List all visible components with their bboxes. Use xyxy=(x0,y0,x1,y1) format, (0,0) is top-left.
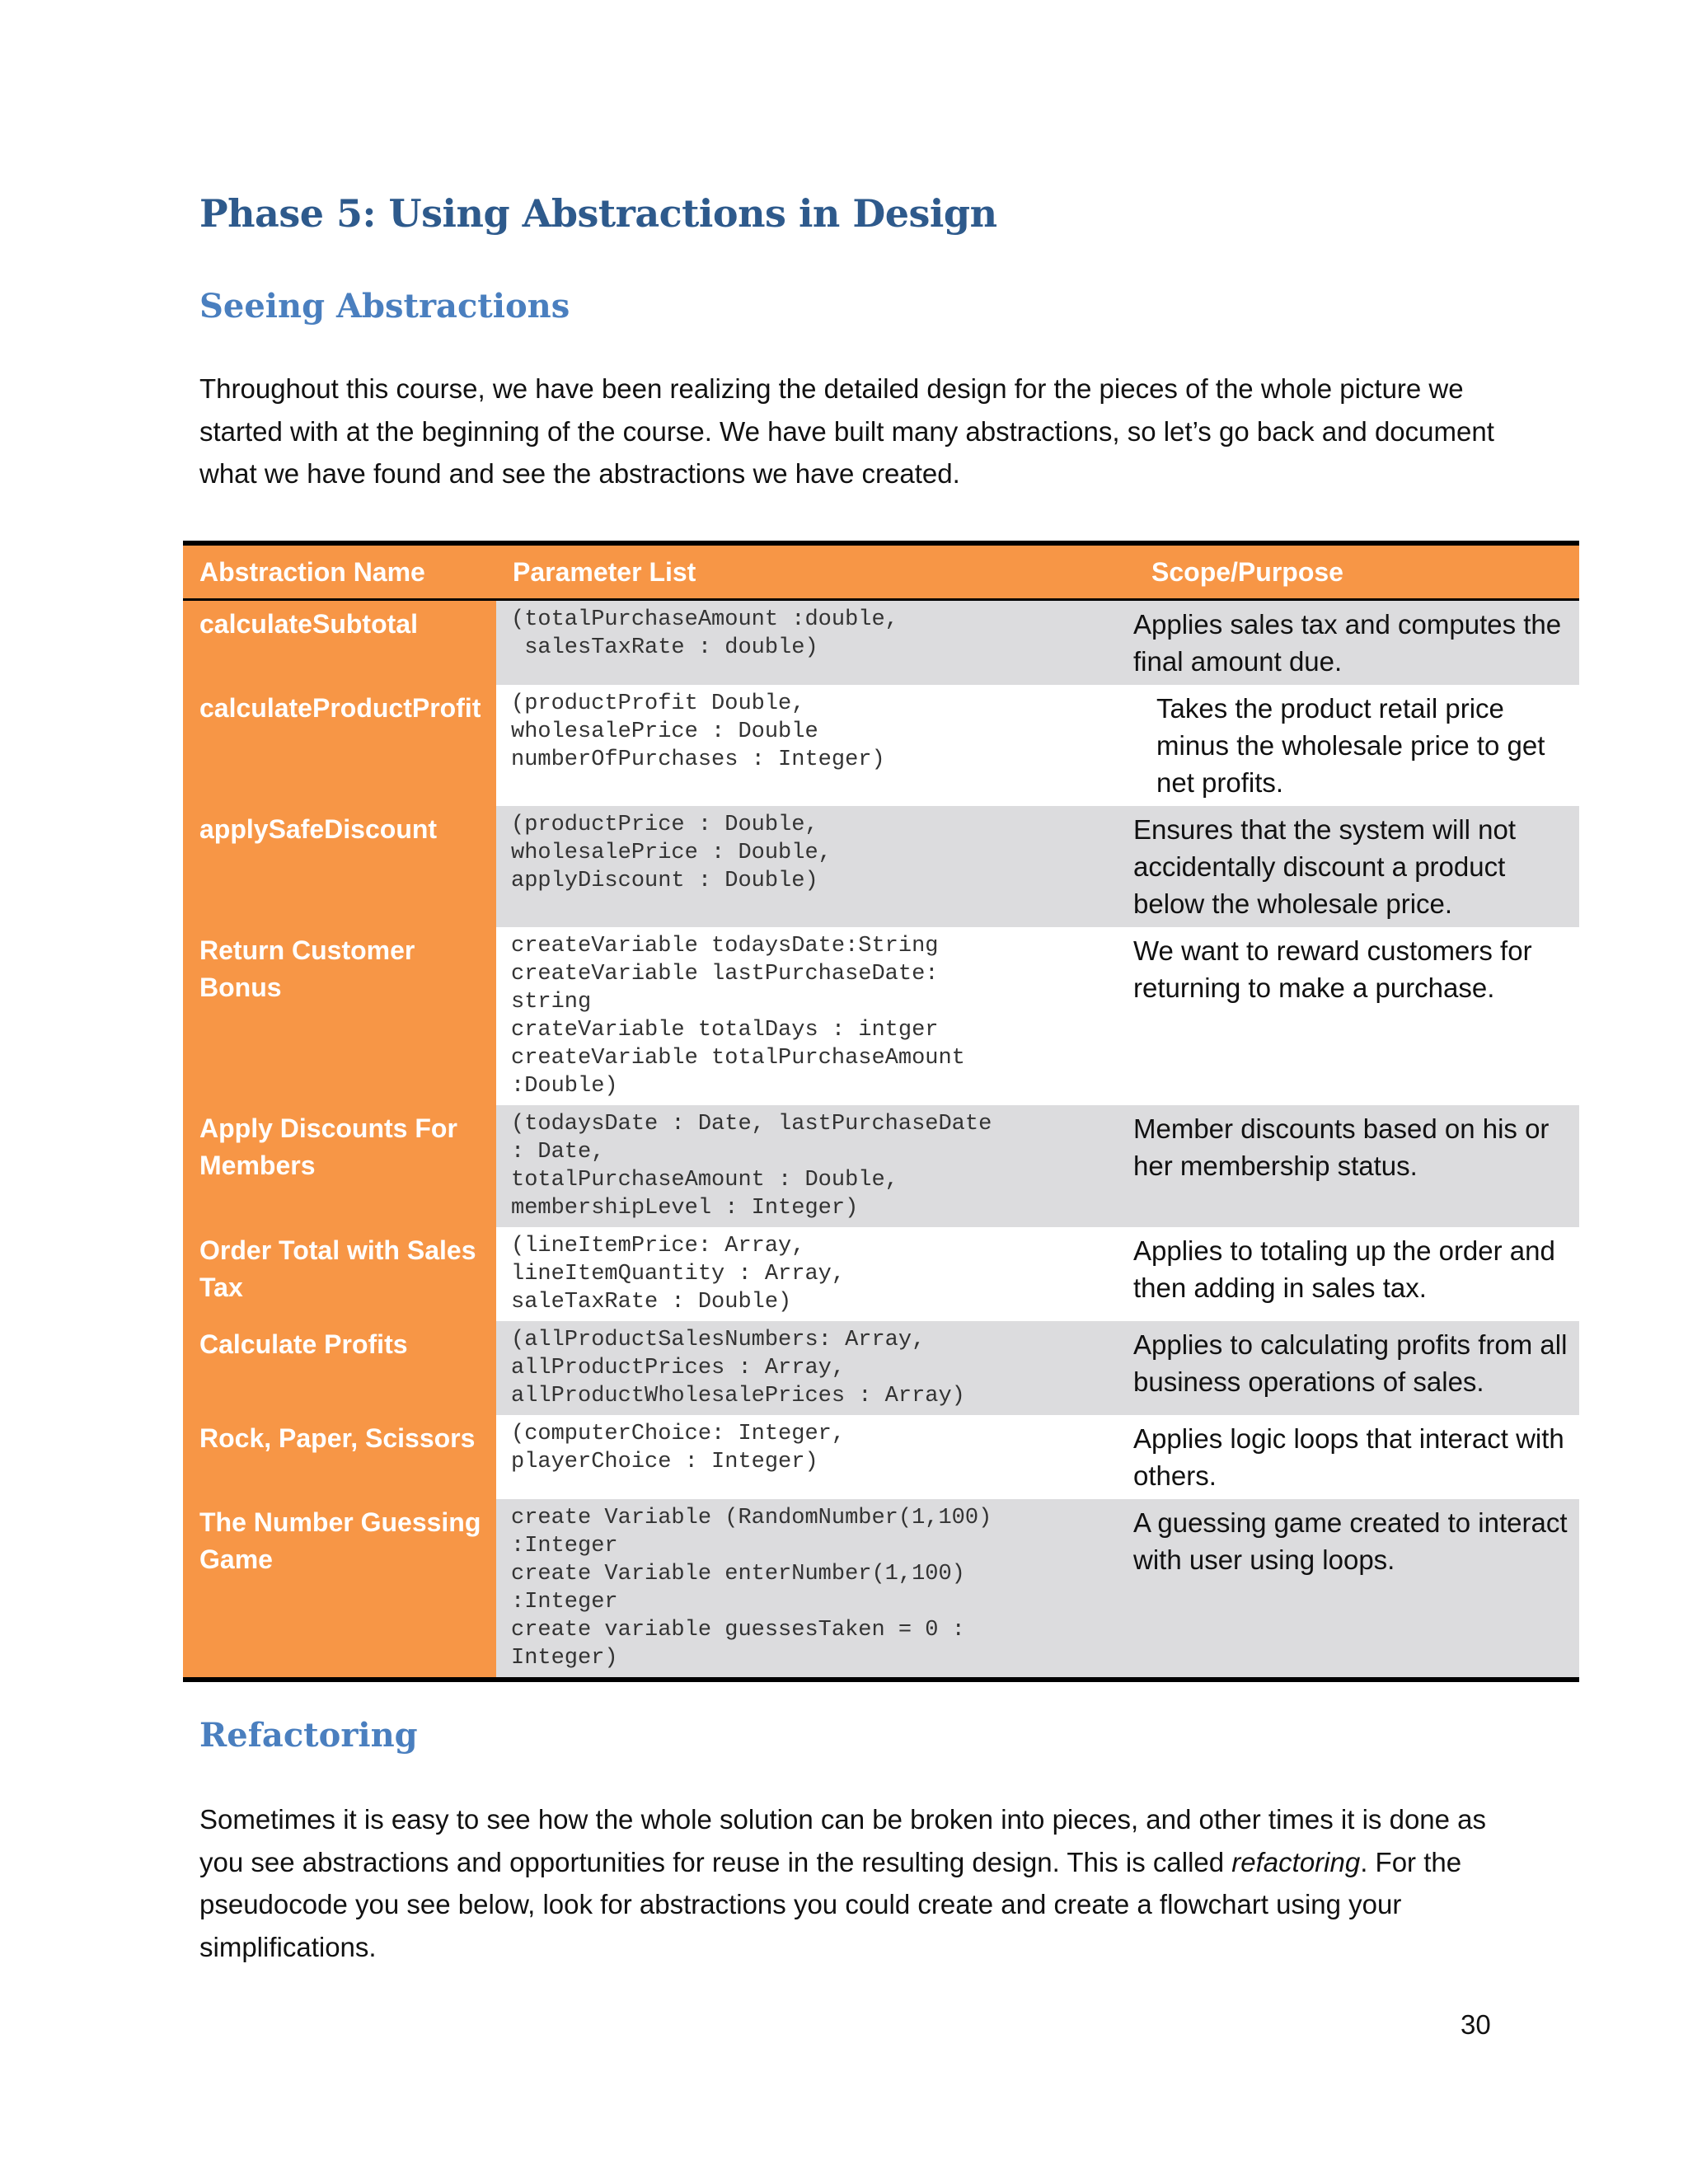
table-row xyxy=(183,1415,1579,1499)
refactoring-paragraph xyxy=(199,1798,1502,1968)
scope-purpose: Takes the product retail price minus the wholesale price to get net profits. xyxy=(1094,685,1579,806)
header-abstraction-name: Abstraction Name xyxy=(183,546,496,600)
parameter-list: (allProductSalesNumbers: Array, allProductPrices : Array, allProductWholesalePrices : Array) xyxy=(496,1321,1094,1415)
refactoring-text-after: . For the pseudocode you see below, look for abstractions you could create and create a flowchart using your simplifications. xyxy=(199,1846,1462,1962)
abstraction-name: Apply Discounts For Members xyxy=(183,1105,496,1227)
abstraction-name: applySafeDiscount xyxy=(183,806,496,927)
header-scope-purpose: Scope/Purpose xyxy=(1094,546,1579,600)
scope-purpose: Member discounts based on his or her membership status. xyxy=(1094,1105,1579,1227)
parameter-list: create Variable (RandomNumber(1,100) :Integer create Variable enterNumber(1,100) :Integer create variable guessesTaken = 0 : Integer) xyxy=(496,1499,1094,1677)
abstraction-name: calculateProductProfit xyxy=(183,685,496,806)
abstractions-table xyxy=(183,541,1579,1682)
table-row xyxy=(183,600,1579,686)
table-row xyxy=(183,685,1579,806)
parameter-list: (lineItemPrice: Array, lineItemQuantity : Array, saleTaxRate : Double) xyxy=(496,1227,1094,1321)
scope-purpose: Applies sales tax and computes the final amount due. xyxy=(1094,600,1579,686)
table-row xyxy=(183,1227,1579,1321)
scope-purpose: A guessing game created to interact with user using loops. xyxy=(1094,1499,1579,1677)
intro-paragraph: Throughout this course, we have been realizing the detailed design for the pieces of the whole picture we started with at the beginning of the course. We have built many abstractions, so let’s go back and document what we have found and see the abstractions we have created. xyxy=(199,373,1494,489)
header-parameter-list: Parameter List xyxy=(496,546,1094,600)
page-number: 30 xyxy=(1461,2009,1491,2040)
scope-purpose: Ensures that the system will not accidentally discount a product below the wholesale price. xyxy=(1094,806,1579,927)
table-header-row xyxy=(183,546,1579,600)
table-row xyxy=(183,806,1579,927)
abstraction-name: Return Customer Bonus xyxy=(183,927,496,1105)
abstraction-name: The Number Guessing Game xyxy=(183,1499,496,1677)
table-row xyxy=(183,1321,1579,1415)
parameter-list: (totalPurchaseAmount :double, salesTaxRate : double) xyxy=(496,600,1094,686)
table-row xyxy=(183,1499,1579,1677)
table-row xyxy=(183,927,1579,1105)
scope-purpose: We want to reward customers for returning to make a purchase. xyxy=(1094,927,1579,1105)
parameter-list: (computerChoice: Integer, playerChoice : Integer) xyxy=(496,1415,1094,1499)
table-row xyxy=(183,1105,1579,1227)
scope-purpose: Applies to calculating profits from all business operations of sales. xyxy=(1094,1321,1579,1415)
scope-purpose: Applies to totaling up the order and then adding in sales tax. xyxy=(1094,1227,1579,1321)
scope-purpose: Applies logic loops that interact with others. xyxy=(1094,1415,1579,1499)
abstraction-name: Rock, Paper, Scissors xyxy=(183,1415,496,1499)
abstraction-name: Calculate Profits xyxy=(183,1321,496,1415)
abstraction-name: calculateSubtotal xyxy=(183,600,496,686)
refactoring-text-before: Sometimes it is easy to see how the whole solution can be broken into pieces, and other times it is done as you see abstractions and opportunities for reuse in the resulting design. This is called xyxy=(199,1804,1487,1877)
section-heading-seeing-abstractions: Seeing Abstractions xyxy=(199,287,570,326)
refactoring-term: refactoring xyxy=(1231,1846,1361,1877)
parameter-list: (todaysDate : Date, lastPurchaseDate : Date, totalPurchaseAmount : Double, membershipLevel : Integer) xyxy=(496,1105,1094,1227)
abstraction-name: Order Total with Sales Tax xyxy=(183,1227,496,1321)
parameter-list: (productPrice : Double, wholesalePrice : Double, applyDiscount : Double) xyxy=(496,806,1094,927)
parameter-list: (productProfit Double, wholesalePrice : Double numberOfPurchases : Integer) xyxy=(496,685,1094,806)
page-title: Phase 5: Using Abstractions in Design xyxy=(199,191,997,236)
parameter-list: createVariable todaysDate:String createVariable lastPurchaseDate: string crateVariable totalDays : intger createVariable totalPurchaseAmount :Double) xyxy=(496,927,1094,1105)
section-heading-refactoring: Refactoring xyxy=(199,1716,418,1755)
